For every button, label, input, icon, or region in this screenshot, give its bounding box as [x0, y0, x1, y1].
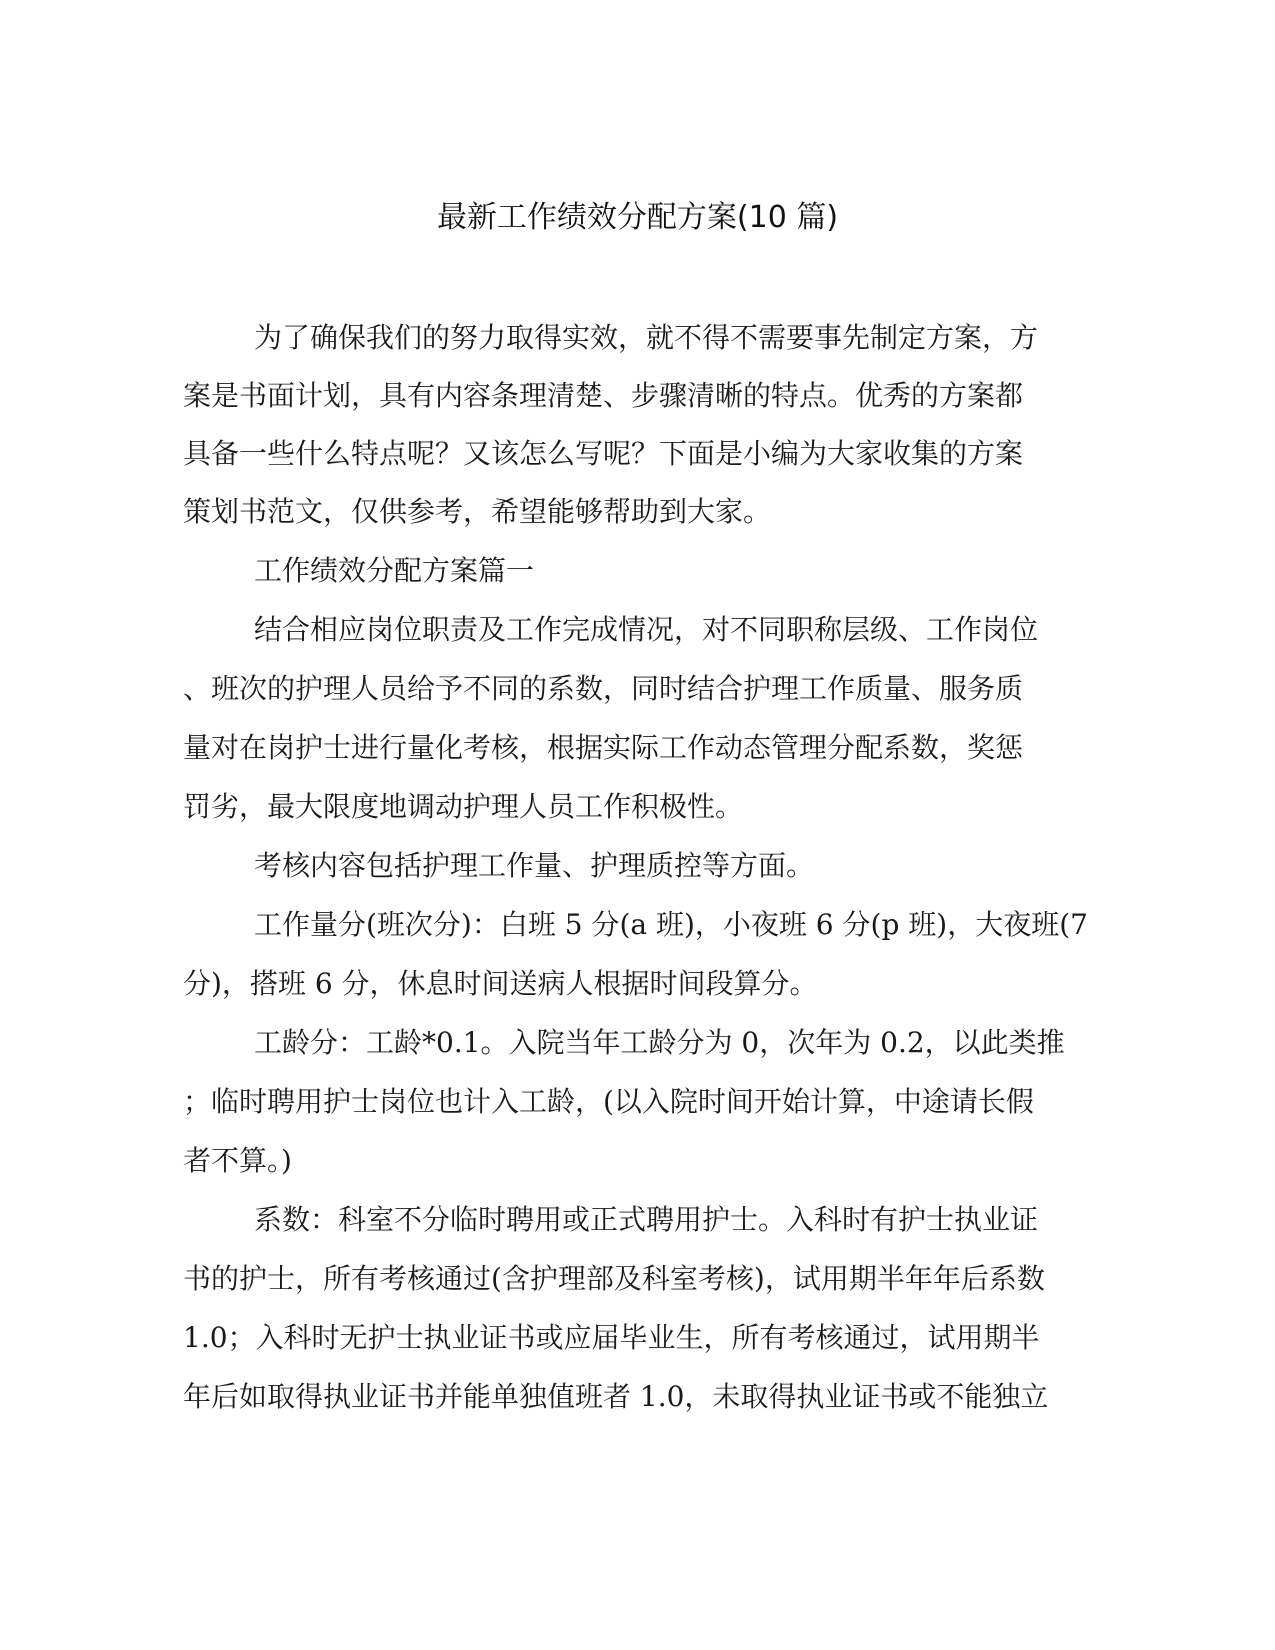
section-heading: 工作绩效分配方案篇一	[254, 554, 535, 587]
paragraph-line: 结合相应岗位职责及工作完成情况，对不同职称层级、工作岗位	[254, 613, 1039, 646]
paragraph-line: 工作量分(班次分)：白班 5 分(a 班)，小夜班 6 分(p 班)，大夜班(7	[254, 908, 1088, 941]
paragraph-line: 罚劣，最大限度地调动护理人员工作积极性。	[183, 790, 744, 823]
paragraph-line: ；临时聘用护士岗位也计入工龄，(以入院时间开始计算，中途请长假	[183, 1085, 1034, 1118]
paragraph-line: 、班次的护理人员给予不同的系数，同时结合护理工作质量、服务质	[183, 672, 1024, 705]
paragraph-line: 年后如取得执业证书并能单独值班者 1.0，未取得执业证书或不能独立	[183, 1380, 1049, 1413]
paragraph-line: 者不算。)	[183, 1144, 292, 1177]
paragraph-line: 分)，搭班 6 分，休息时间送病人根据时间段算分。	[183, 967, 818, 1000]
paragraph-line: 书的护士，所有考核通过(含护理部及科室考核)，试用期半年年后系数	[183, 1262, 1045, 1295]
document-title: 最新工作绩效分配方案(10 篇)	[436, 200, 839, 235]
paragraph-line: 策划书范文，仅供参考，希望能够帮助到大家。	[183, 495, 772, 528]
paragraph-line: 考核内容包括护理工作量、护理质控等方面。	[254, 849, 815, 882]
paragraph-line: 为了确保我们的努力取得实效，就不得不需要事先制定方案，方	[254, 321, 1039, 354]
paragraph-line: 案是书面计划，具有内容条理清楚、步骤清晰的特点。优秀的方案都	[183, 379, 1024, 412]
paragraph-line: 工龄分：工龄*0.1。入院当年工龄分为 0，次年为 0.2，以此类推	[254, 1026, 1065, 1059]
paragraph-line: 系数：科室不分临时聘用或正式聘用护士。入科时有护士执业证	[254, 1203, 1039, 1236]
paragraph-line: 具备一些什么特点呢？又该怎么写呢？下面是小编为大家收集的方案	[183, 437, 1024, 470]
paragraph-line: 量对在岗护士进行量化考核，根据实际工作动态管理分配系数，奖惩	[183, 731, 1024, 764]
paragraph-line: 1.0；入科时无护士执业证书或应届毕业生，所有考核通过，试用期半	[183, 1321, 1040, 1354]
